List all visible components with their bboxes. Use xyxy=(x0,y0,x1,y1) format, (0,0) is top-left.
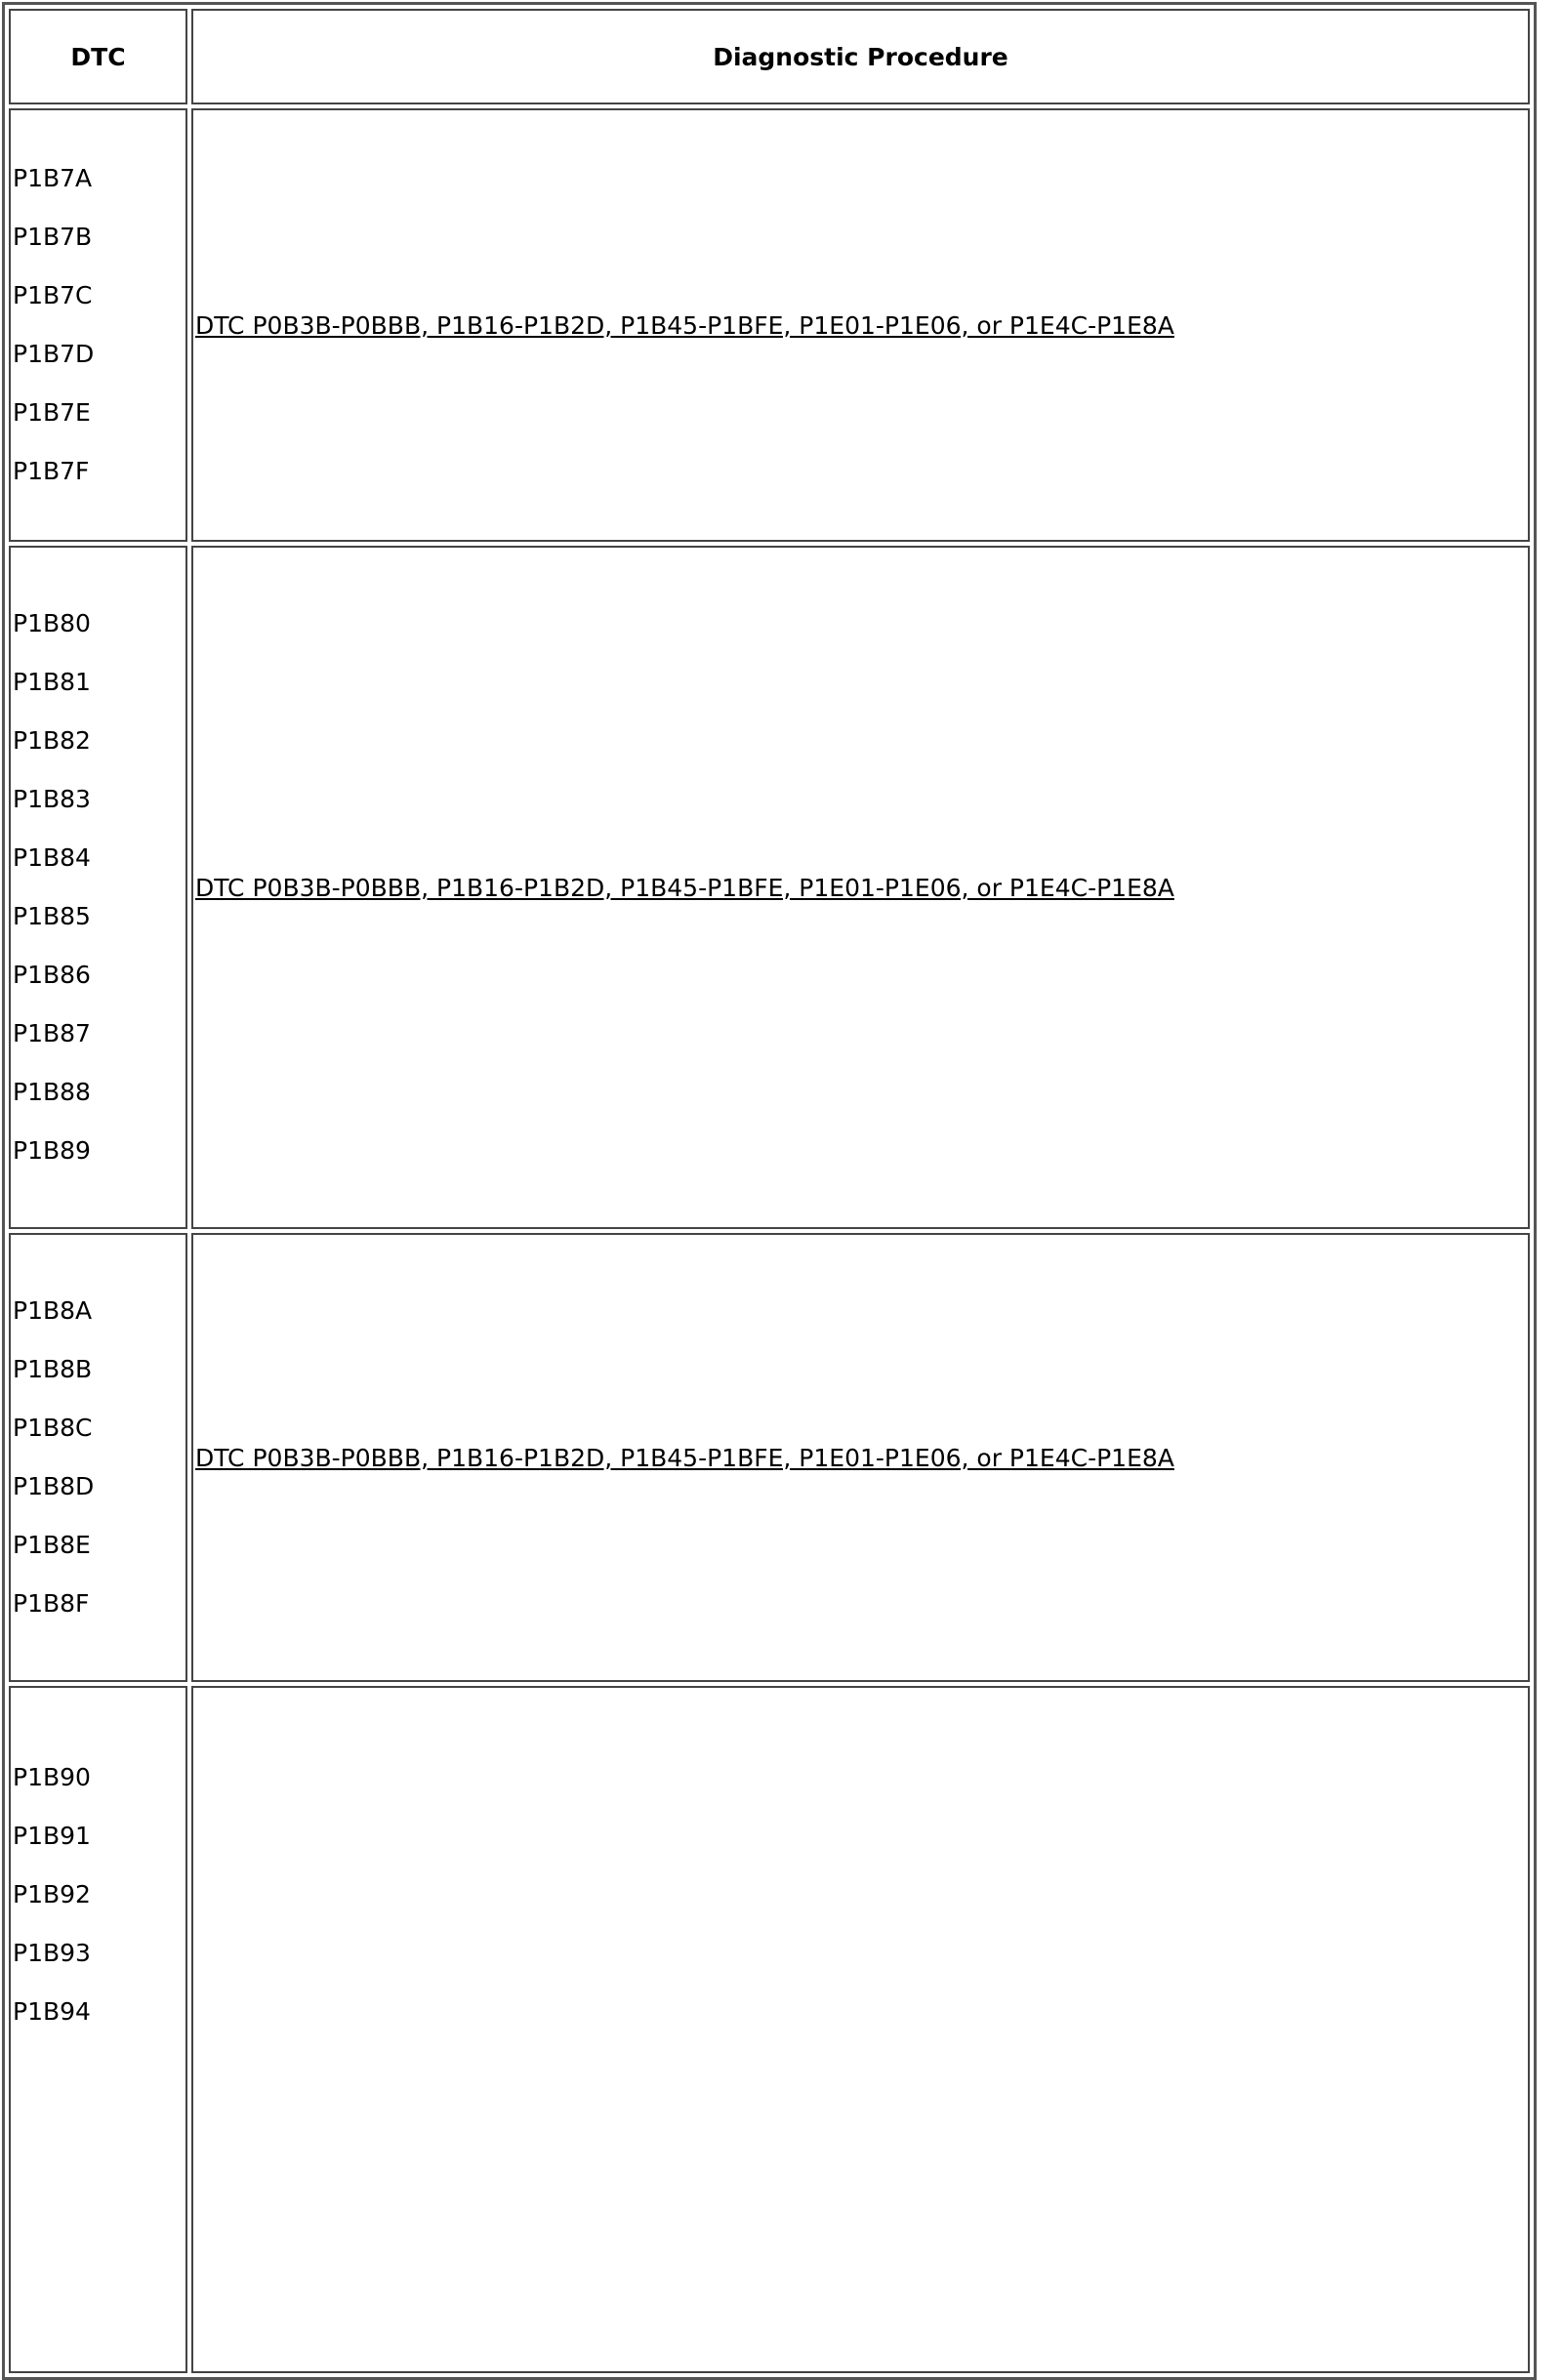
dtc-code: P1B80 xyxy=(13,609,91,637)
dtc-code: P1B7C xyxy=(13,281,93,309)
procedure-cell xyxy=(191,1686,1530,2373)
dtc-code: P1B90 xyxy=(13,1763,91,1791)
dtc-cell xyxy=(9,108,187,542)
table-row xyxy=(9,1233,1530,1682)
dtc-code: P1B86 xyxy=(13,961,91,989)
dtc-code: P1B82 xyxy=(13,726,91,755)
dtc-code-list xyxy=(13,149,184,501)
dtc-table xyxy=(2,2,1537,2380)
dtc-cell xyxy=(9,1686,187,2373)
table-row xyxy=(9,1686,1530,2373)
dtc-code: P1B7B xyxy=(13,223,93,251)
dtc-code: P1B87 xyxy=(13,1019,91,1047)
dtc-code: P1B93 xyxy=(13,1939,91,1967)
dtc-code: P1B85 xyxy=(13,902,91,930)
dtc-code: P1B7E xyxy=(13,398,91,427)
dtc-code-list xyxy=(13,1688,184,2041)
procedure-column-header: Diagnostic Procedure xyxy=(191,9,1530,104)
dtc-code: P1B8D xyxy=(13,1472,95,1500)
table-row xyxy=(9,546,1530,1229)
procedure-link[interactable]: DTC P0B3B-P0BBB, P1B16-P1B2D, P1B45-P1BFE, P1E01-P1E06, or P1E4C-P1E8A xyxy=(195,873,1174,902)
dtc-code-list xyxy=(13,595,184,1180)
dtc-code: P1B8A xyxy=(13,1296,93,1325)
dtc-column-header: DTC xyxy=(9,9,187,104)
header-row xyxy=(9,9,1530,104)
dtc-code: P1B8E xyxy=(13,1531,91,1559)
procedure-link[interactable]: DTC P0B3B-P0BBB, P1B16-P1B2D, P1B45-P1BFE, P1E01-P1E06, or P1E4C-P1E8A xyxy=(195,310,1174,340)
dtc-code: P1B7F xyxy=(13,457,90,485)
dtc-code: P1B92 xyxy=(13,1880,91,1908)
dtc-cell xyxy=(9,1233,187,1682)
dtc-code: P1B83 xyxy=(13,785,91,813)
dtc-code: P1B84 xyxy=(13,843,91,872)
dtc-code: P1B7A xyxy=(13,164,93,192)
procedure-cell xyxy=(191,546,1530,1229)
dtc-code: P1B7D xyxy=(13,340,95,368)
dtc-code: P1B89 xyxy=(13,1136,91,1165)
dtc-code-list xyxy=(13,1282,184,1633)
procedure-cell xyxy=(191,108,1530,542)
table-row xyxy=(9,108,1530,542)
dtc-code: P1B88 xyxy=(13,1078,91,1106)
procedure-link[interactable]: DTC P0B3B-P0BBB, P1B16-P1B2D, P1B45-P1BFE, P1E01-P1E06, or P1E4C-P1E8A xyxy=(195,1443,1174,1472)
procedure-cell xyxy=(191,1233,1530,1682)
dtc-code: P1B8C xyxy=(13,1414,93,1442)
dtc-code: P1B94 xyxy=(13,1997,91,2026)
dtc-code: P1B8F xyxy=(13,1589,90,1618)
dtc-code: P1B8B xyxy=(13,1355,93,1383)
dtc-code: P1B81 xyxy=(13,668,91,696)
dtc-cell xyxy=(9,546,187,1229)
dtc-code: P1B91 xyxy=(13,1822,91,1850)
